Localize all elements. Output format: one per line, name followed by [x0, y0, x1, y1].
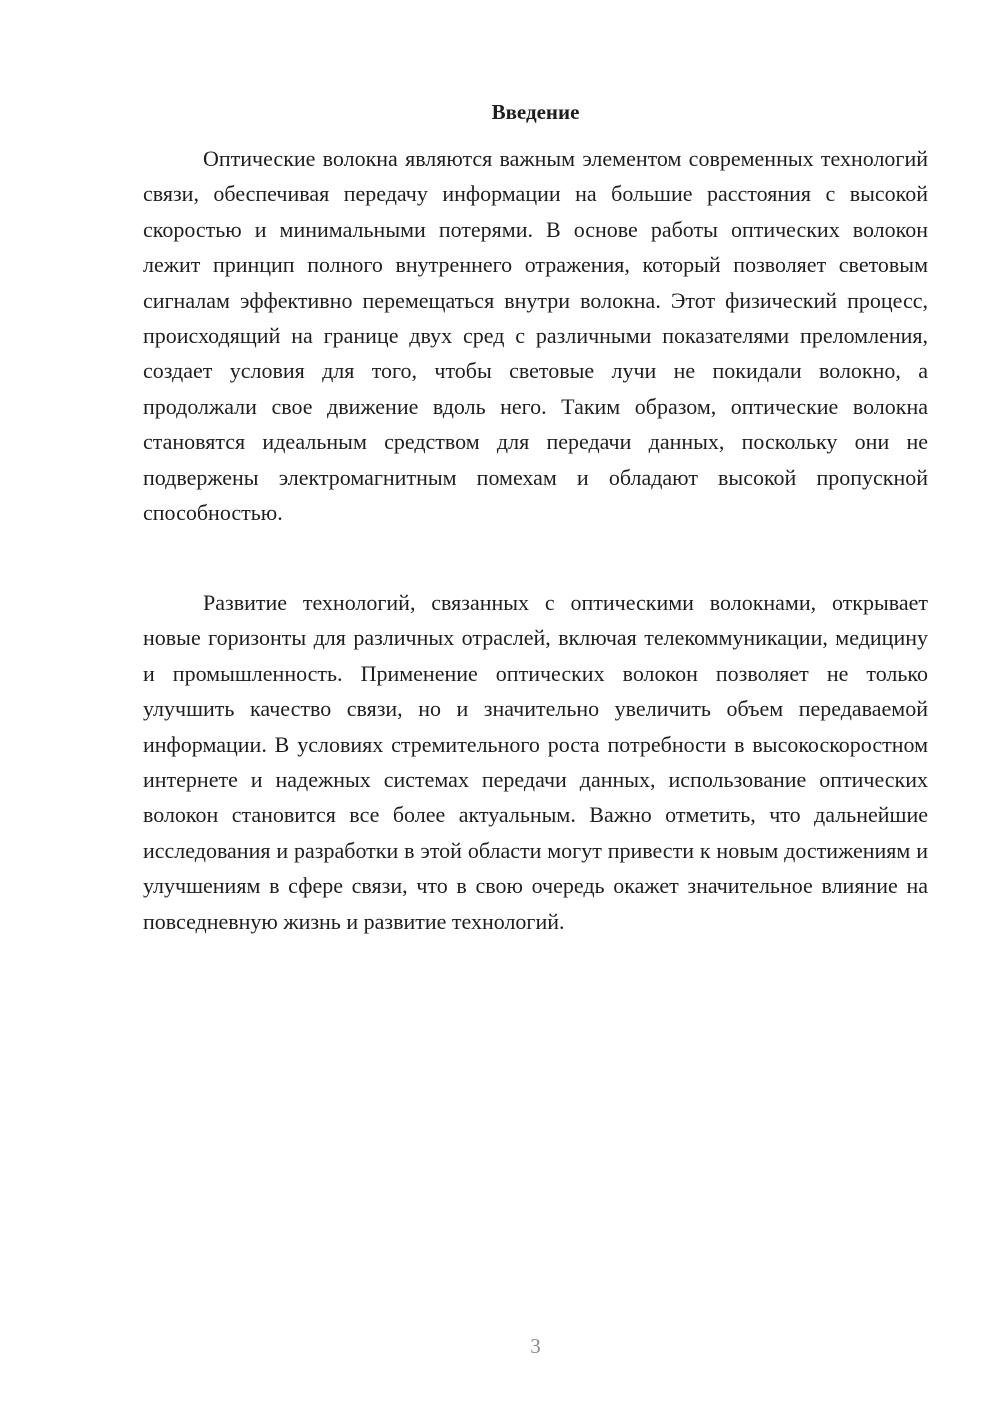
paragraph-2: Развитие технологий, связанных с оптическими волокнами, открывает новые горизонты для различных отраслей, включая телекоммуникации, медицину и промышленность. Применение оптических волокон позволяет не только улучшить качество связи, но и значительно увеличить объем передаваемой информации. В условиях стремительного роста потребности в высокоскоростном интернете и надежных системах передачи данных, использование оптических волокон становится все более актуальным. Важно отметить, что дальнейшие исследования и разработки в этой области могут привести к новым достижениям и улучшениям в сфере связи, что в свою очередь окажет значительное влияние на повседневную жизнь и развитие технологий.	[143, 590, 928, 934]
paragraph-1: Оптические волокна являются важным элементом современных технологий связи, обеспечивая передачу информации на большие расстояния с высокой скоростью и минимальными потерями. В основе работы оптических волокон лежит принцип полного внутреннего отражения, который позволяет световым сигналам эффективно перемещаться внутри волокна. Этот физический процесс, происходящий на границе двух сред с различными показателями преломления, создает условия для того, чтобы световые лучи не покидали волокно, а продолжали свое движение вдоль него. Таким образом, оптические волокна становятся идеальным средством для передачи данных, поскольку они не подвержены электромагнитным помехам и обладают высокой пропускной способностью.	[143, 146, 928, 526]
page-number: 3	[530, 1334, 541, 1358]
section-heading: Введение	[491, 100, 580, 124]
